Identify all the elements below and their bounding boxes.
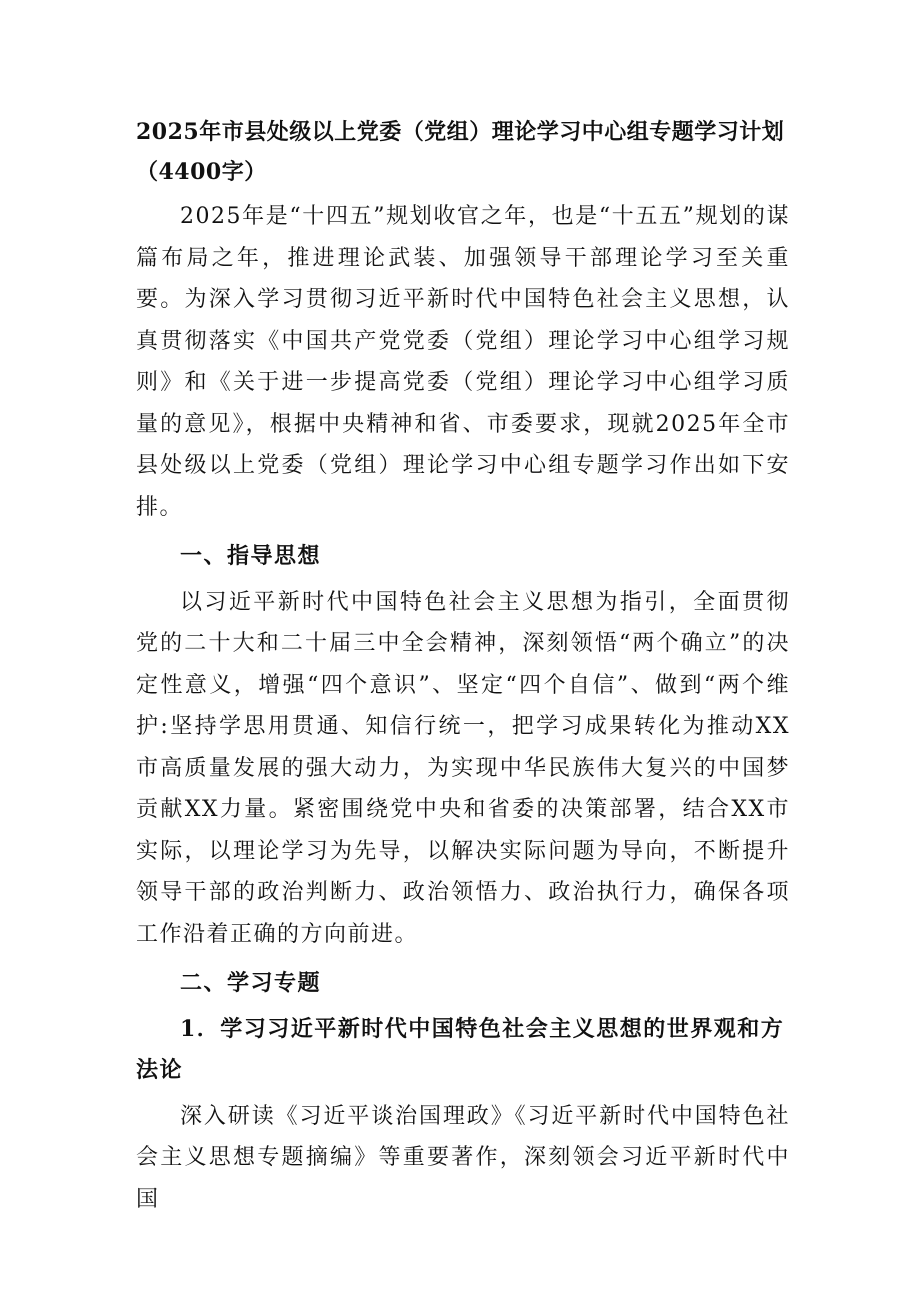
guiding-thought-paragraph: 以习近平新时代中国特色社会主义思想为指引，全面贯彻党的二十大和二十届三中全会精神，深刻领悟“两个确立”的决定性意义，增强“四个意识”、坚定“四个自信”、做到“两个维护:坚持学思用贯通、知信行统一，把学习成果转化为推动XX市高质量发展的强大动力，为实现中华民族伟大复兴的中国梦贡献XX力量。紧密围绕党中央和省委的决策部署，结合XX市实际，以理论学习为先导，以解决实际问题为导向，不断提升领导干部的政治判断力、政治领悟力、政治执行力，确保各项工作沿着正确的方向前进。 <box>136 589 790 947</box>
document-title: 2025年市县处级以上党委（党组）理论学习中心组专题学习计划（4400字） <box>136 119 785 185</box>
section-heading-guiding-thought: 一、指导思想 <box>180 543 322 569</box>
document-body <box>136 112 790 1220</box>
topic-1-paragraph: 深入研读《习近平谈治国理政》《习近平新时代中国特色社会主义思想专题摘编》等重要著作，深刻领会习近平新时代中国 <box>136 1103 790 1212</box>
section-heading-study-topics: 二、学习专题 <box>180 970 322 996</box>
intro-paragraph: 2025年是“十四五”规划收官之年，也是“十五五”规划的谋篇布局之年，推进理论武装、加强领导干部理论学习至关重要。为深入学习贯彻习近平新时代中国特色社会主义思想，认真贯彻落实《中国共产党党委（党组）理论学习中心组学习规则》和《关于进一步提高党委（党组）理论学习中心组学习质量的意见》，根据中央精神和省、市委要求，现就2025年全市县处级以上党委（党组）理论学习中心组专题学习作出如下安排。 <box>136 204 790 520</box>
topic-1-heading: 1．学习习近平新时代中国特色社会主义思想的世界观和方法论 <box>136 1015 785 1083</box>
